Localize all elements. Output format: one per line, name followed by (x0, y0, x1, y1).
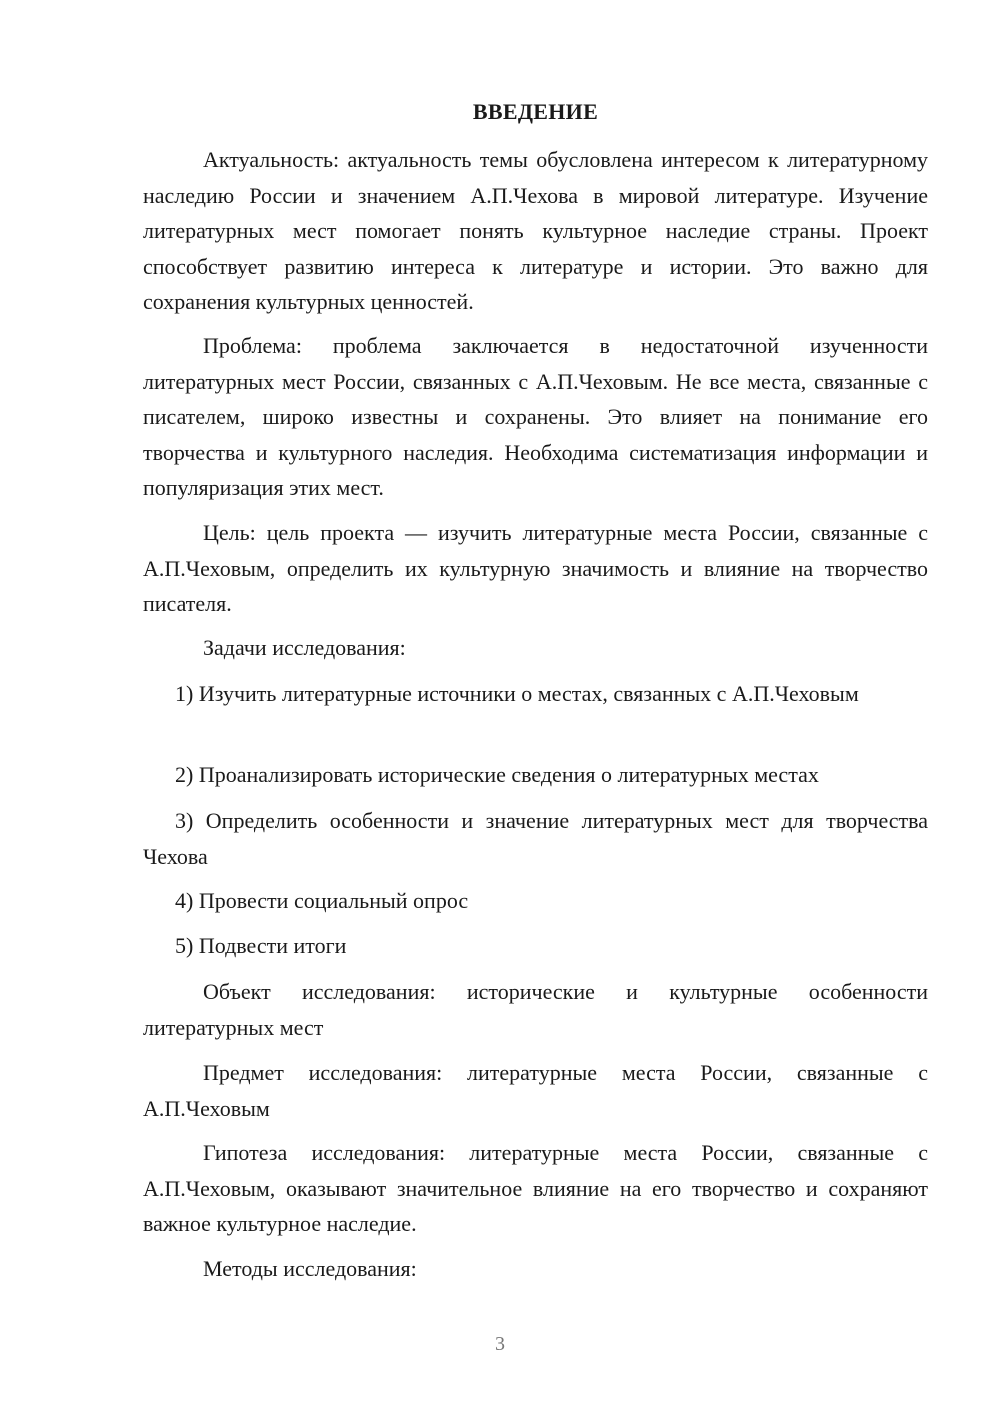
paragraph-hypothesis: Гипотеза исследования: литературные места России, связанные с А.П.Чеховым, оказывают значительное влияние на его творчество и сохраняют важное культурное наследие. (143, 1140, 928, 1236)
methods-heading: Методы исследования: (203, 1256, 417, 1281)
paragraph-subject: Предмет исследования: литературные места России, связанные с А.П.Чеховым (143, 1060, 928, 1121)
task-item-2: 2) Проанализировать исторические сведения о литературных местах (175, 762, 819, 787)
paragraph-problem: Проблема: проблема заключается в недостаточной изученности литературных мест России, связанных с А.П.Чеховым. Не все места, связанные с писателем, широко известны и сохранены. Это влияет на понимание его творчества и культурного наследия. Необходима систематизация информации и популяризация этих мест. (143, 333, 928, 500)
tasks-heading: Задачи исследования: (203, 635, 406, 660)
task-item-5: 5) Подвести итоги (175, 933, 347, 958)
task-item-3: 3) Определить особенности и значение литературных мест для творчества Чехова (143, 808, 928, 869)
task-item-1: 1) Изучить литературные источники о местах, связанных с А.П.Чеховым (175, 681, 859, 706)
paragraph-goal: Цель: цель проекта — изучить литературные места России, связанные с А.П.Чеховым, определить их культурную значимость и влияние на творчество писателя. (143, 520, 928, 616)
page-number: 3 (495, 1333, 505, 1355)
paragraph-relevance: Актуальность: актуальность темы обусловлена интересом к литературному наследию России и значением А.П.Чехова в мировой литературе. Изучение литературных мест помогает понять культурное наследие страны. Проект способствует развитию интереса к литературе и истории. Это важно для сохранения культурных ценностей. (143, 147, 928, 314)
task-item-4: 4) Провести социальный опрос (175, 888, 469, 913)
paragraph-object: Объект исследования: исторические и культурные особенности литературных мест (143, 979, 928, 1040)
page-title: ВВЕДЕНИЕ (472, 99, 599, 124)
